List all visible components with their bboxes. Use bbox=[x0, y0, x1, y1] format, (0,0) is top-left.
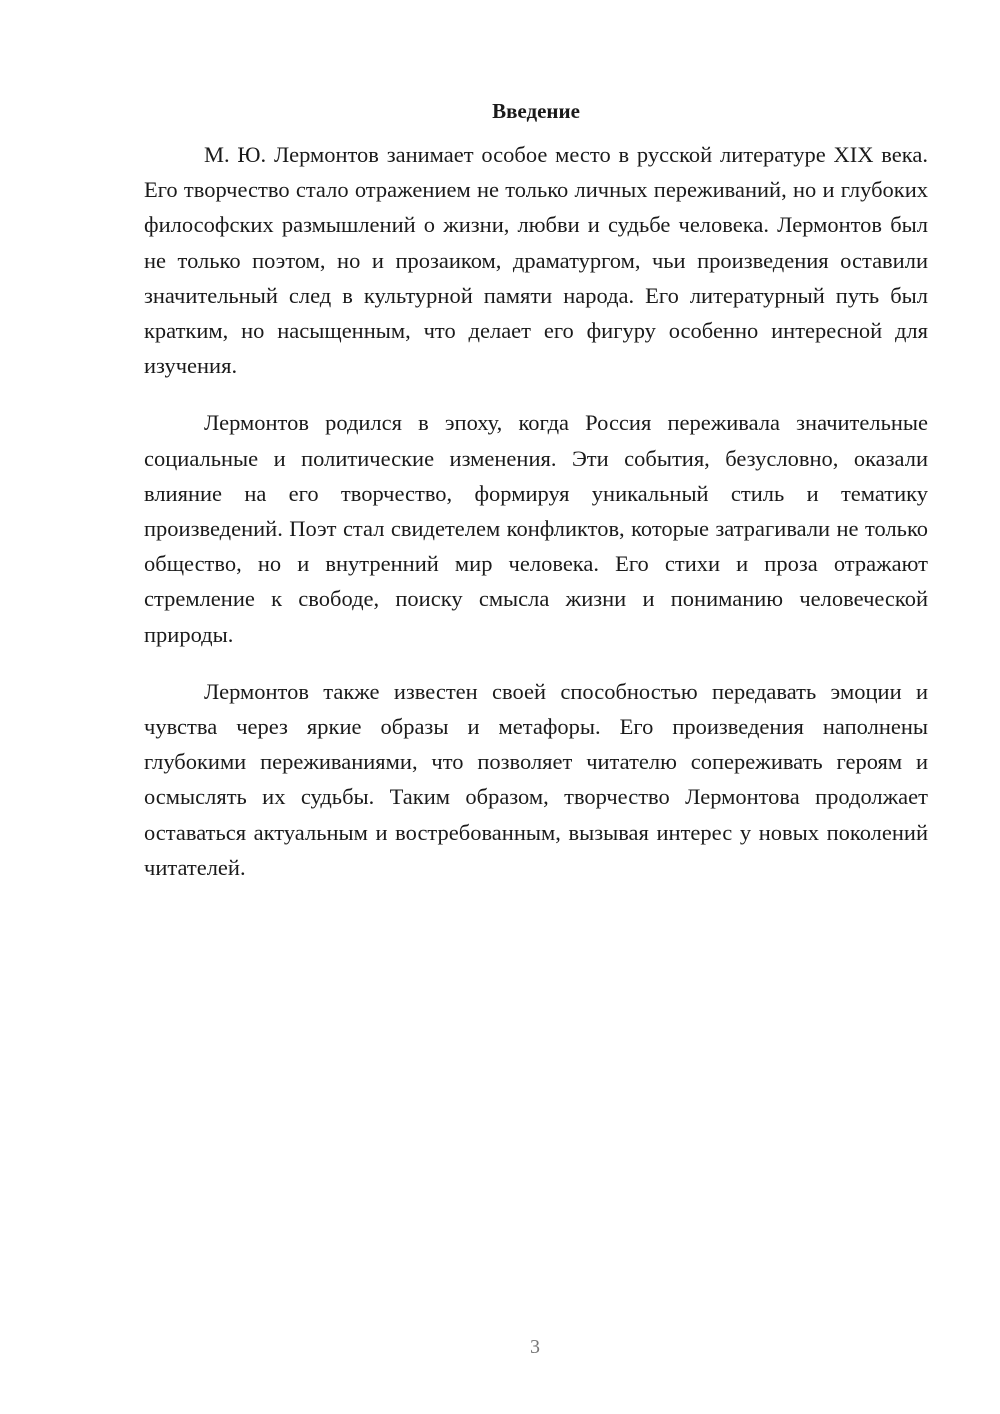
section-title: Введение bbox=[492, 99, 580, 123]
paragraph-3: Лермонтов также известен своей способностью передавать эмоции и чувства через яркие образы и метафоры. Его произведения наполнены глубокими переживаниями, что позволяет читателю сопереживать героям и осмыслять их судьбы. Таким образом, творчество Лермонтова продолжает оставаться актуальным и востребованным, вызывая интерес у новых поколений читателей. bbox=[144, 678, 928, 880]
paragraph-1: М. Ю. Лермонтов занимает особое место в русской литературе XIX века. Его творчество стало отражением не только личных переживаний, но и глубоких философских размышлений о жизни, любви и судьбе человека. Лермонтов был не только поэтом, но и прозаиком, драматургом, чьи произведения оставили значительный след в культурной памяти народа. Его литературный путь был кратким, но насыщенным, что делает его фигуру особенно интересной для изучения. bbox=[144, 142, 928, 379]
page-content bbox=[144, 96, 928, 907]
page-number: 3 bbox=[530, 1336, 540, 1358]
paragraph-2: Лермонтов родился в эпоху, когда Россия переживала значительные социальные и политические изменения. Эти события, безусловно, оказали влияние на его творчество, формируя уникальный стиль и тематику произведений. Поэт стал свидетелем конфликтов, которые затрагивали не только общество, но и внутренний мир человека. Его стихи и проза отражают стремление к свободе, поиску смысла жизни и пониманию человеческой природы. bbox=[144, 410, 928, 647]
